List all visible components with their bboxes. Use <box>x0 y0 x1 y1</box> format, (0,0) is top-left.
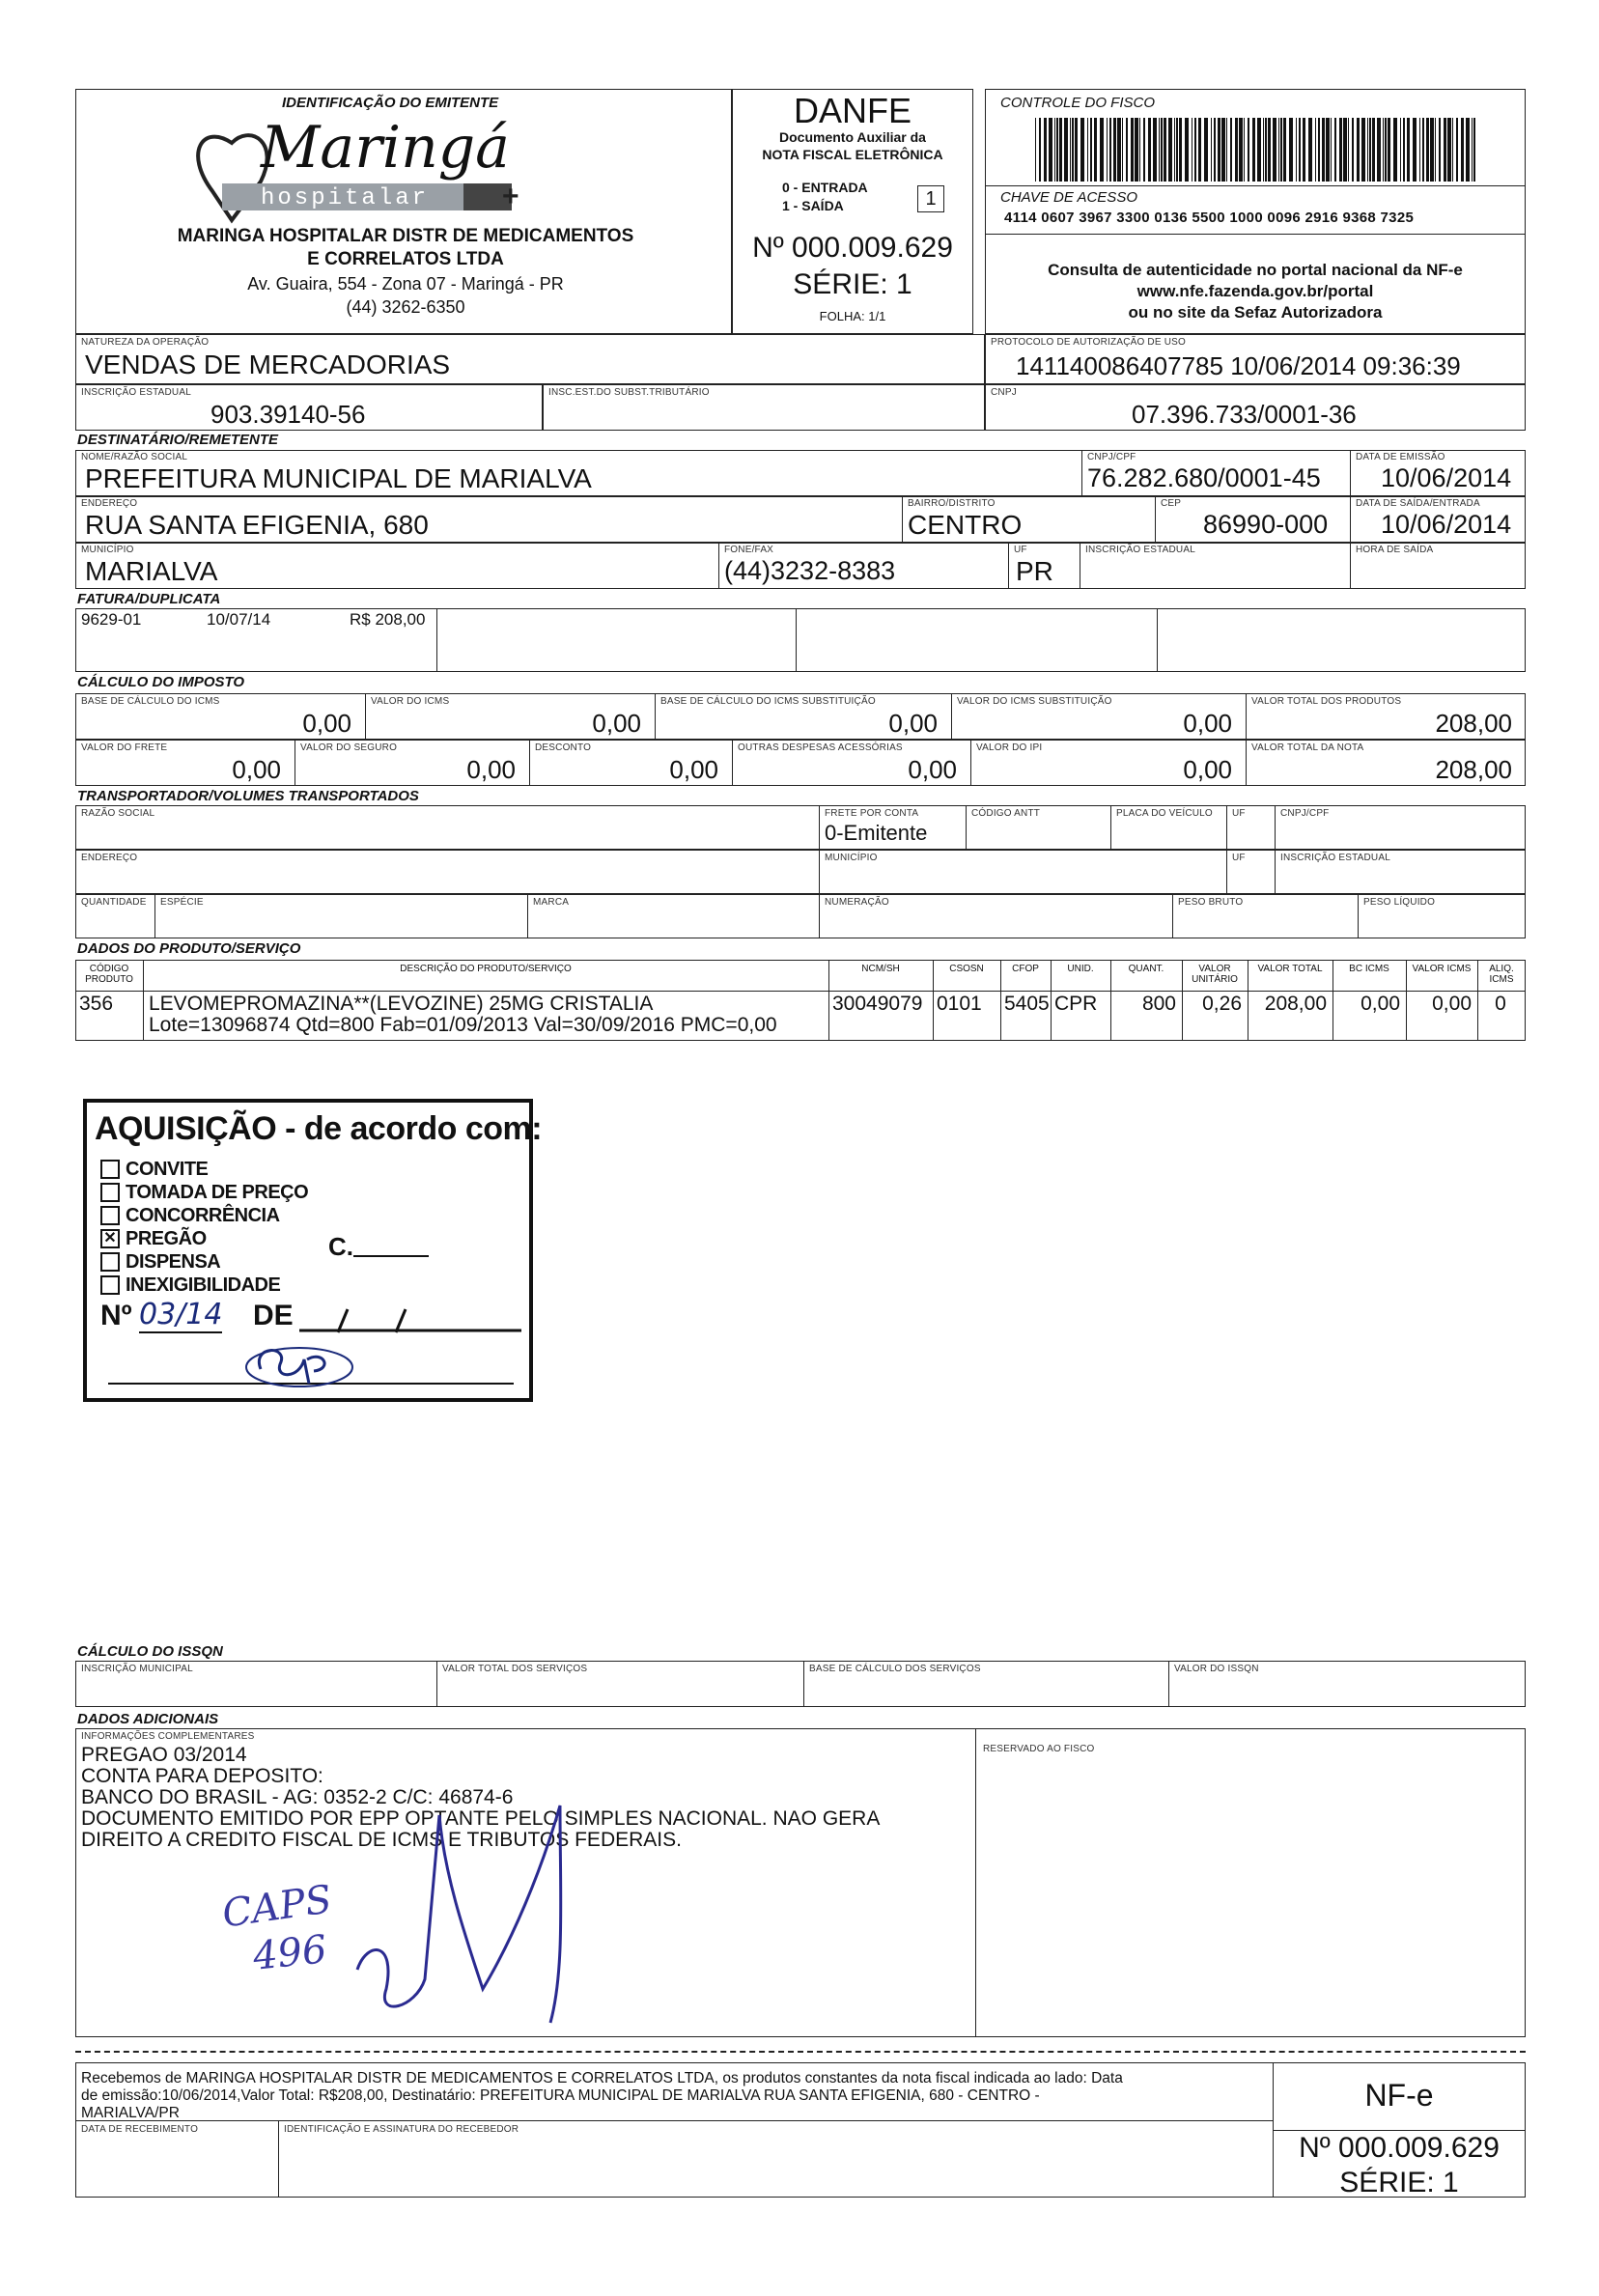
stamp-option-label: PREGÃO <box>126 1227 207 1249</box>
barcode-bar <box>1456 118 1458 182</box>
stamp-option-label: TOMADA DE PREÇO <box>126 1181 309 1203</box>
barcode-bar <box>1308 118 1312 182</box>
adicionais-line-2: CONTA PARA DEPOSITO: <box>81 1765 323 1787</box>
adicionais-line-1: PREGAO 03/2014 <box>81 1744 247 1766</box>
danfe-subtitle1: Documento Auxiliar da <box>779 129 926 145</box>
barcode-bar <box>1388 118 1390 182</box>
stamp-option-label: CONCORRÊNCIA <box>126 1204 280 1226</box>
barcode-bar <box>1059 118 1062 182</box>
barcode-bar <box>1204 118 1208 182</box>
stamp-numero-label: Nº <box>100 1300 132 1331</box>
natureza-value: VENDAS DE MERCADORIAS <box>85 350 451 379</box>
emitente-phone: (44) 3262-6350 <box>346 297 465 317</box>
emitente-address: Av. Guaira, 554 - Zona 07 - Maringá - PR <box>247 274 564 294</box>
product-cell-unid: CPR <box>1054 993 1098 1015</box>
barcode-bar <box>1331 118 1332 182</box>
barcode-bar <box>1326 118 1330 182</box>
barcode-bar <box>1161 118 1163 182</box>
product-column-header: DESCRIÇÃO DO PRODUTO/SERVIÇO <box>400 964 572 974</box>
barcode-bar <box>1473 118 1475 182</box>
cnpj-value: 07.396.733/0001-36 <box>1132 400 1357 429</box>
imposto-value: 0,00 <box>1183 755 1232 784</box>
barcode-bar <box>1100 118 1104 182</box>
barcode-bar <box>1447 118 1451 182</box>
issqn-label-4: VALOR DO ISSQN <box>1174 1664 1259 1674</box>
transp-frete-label: FRETE POR CONTA <box>825 808 919 819</box>
transp-marca-label: MARCA <box>533 897 570 908</box>
product-cell-aliq: 0 <box>1495 993 1506 1015</box>
dest-cnpj: 76.282.680/0001-45 <box>1087 463 1321 492</box>
transp-municipio-label: MUNICÍPIO <box>825 853 878 863</box>
emitente-name-line2: E CORRELATOS LTDA <box>307 249 504 269</box>
barcode-bar <box>1235 118 1238 182</box>
barcode-bar <box>1248 118 1249 182</box>
dest-nome: PREFEITURA MUNICIPAL DE MARIALVA <box>85 463 592 493</box>
dest-bairro-label: BAIRRO/DISTRITO <box>908 498 996 509</box>
transp-row3 <box>75 894 1526 938</box>
barcode-bar <box>1252 118 1255 182</box>
barcode-bar <box>1226 118 1227 182</box>
barcode-bar <box>1393 118 1397 182</box>
stamp-checkbox: ✕ <box>100 1229 120 1248</box>
barcode-bar <box>1265 118 1267 182</box>
barcode-bar <box>1056 118 1058 182</box>
canhoto-nfe: NF-e <box>1364 2078 1434 2113</box>
stamp-option <box>100 1251 220 1273</box>
imposto-value: 0,00 <box>232 755 281 784</box>
dest-cnpj-label: CNPJ/CPF <box>1087 452 1136 462</box>
barcode-bar <box>1407 118 1410 182</box>
stamp-c-label: C. <box>328 1232 353 1261</box>
stamp-checkbox <box>100 1252 120 1272</box>
svg-text:+: + <box>502 181 519 212</box>
logo-text: Maringá <box>261 114 510 182</box>
stamp-option <box>100 1228 207 1249</box>
dest-hora-label: HORA DE SAÍDA <box>1356 545 1434 555</box>
barcode-bar <box>1039 118 1041 182</box>
imposto-label: BASE DE CÁLCULO DO ICMS SUBSTITUIÇÃO <box>660 696 876 707</box>
barcode-bar <box>1139 118 1140 182</box>
transp-uf-label: UF <box>1232 808 1246 819</box>
product-column-header: VALOR ICMS <box>1412 964 1472 974</box>
barcode-bar <box>1372 118 1375 182</box>
barcode-bar <box>1159 118 1160 182</box>
barcode-bar <box>1168 118 1172 182</box>
barcode-bar <box>1131 118 1134 182</box>
transp-endereco-label: ENDEREÇO <box>81 853 138 863</box>
dest-cep: 86990-000 <box>1203 510 1329 539</box>
barcode-bar <box>1148 118 1151 182</box>
barcode-bar <box>1348 118 1349 182</box>
barcode-bar <box>1273 118 1276 182</box>
transp-razao-label: RAZÃO SOCIAL <box>81 808 155 819</box>
stamp-checkbox <box>100 1160 120 1179</box>
natureza-label: NATUREZA DA OPERAÇÃO <box>81 337 210 348</box>
barcode-bar <box>1400 118 1401 182</box>
imposto-label: VALOR DO SEGURO <box>300 742 398 753</box>
issqn-label-1: INSCRIÇÃO MUNICIPAL <box>81 1664 193 1674</box>
stamp-title: AQUISIÇÃO - de acordo com: <box>95 1110 543 1147</box>
barcode-bar <box>1080 118 1084 182</box>
canhoto-text-3: MARIALVA/PR <box>81 2105 180 2121</box>
dest-fone-label: FONE/FAX <box>724 545 774 555</box>
barcode-bar <box>1075 118 1078 182</box>
barcode-bar <box>1054 118 1055 182</box>
transp-peso-bruto-label: PESO BRUTO <box>1178 897 1244 908</box>
barcode-bar <box>1299 118 1301 182</box>
barcode-bar <box>1049 118 1052 182</box>
product-column-header: NCM/SH <box>861 964 900 974</box>
barcode-bar <box>1461 118 1464 182</box>
danfe-subtitle2: NOTA FISCAL ELETRÔNICA <box>762 147 943 162</box>
protocolo-label: PROTOCOLO DE AUTORIZAÇÃO DE USO <box>991 337 1186 348</box>
barcode-bar <box>1153 118 1157 182</box>
dest-uf: PR <box>1016 556 1053 586</box>
chave-label: CHAVE DE ACESSO <box>1000 189 1137 206</box>
product-cell-total: 208,00 <box>1264 993 1327 1015</box>
barcode-bar <box>1289 118 1293 182</box>
dest-emissao: 10/06/2014 <box>1381 463 1512 492</box>
barcode-bar <box>1357 118 1360 182</box>
handwritten-signature <box>319 1796 608 2028</box>
barcode-bar <box>1072 118 1074 182</box>
dest-ie-label: INSCRIÇÃO ESTADUAL <box>1085 545 1195 555</box>
product-cell-quant: 800 <box>1141 993 1176 1015</box>
danfe-entrada: 0 - ENTRADA <box>782 180 868 195</box>
reservado-fisco-label: RESERVADO AO FISCO <box>983 1744 1095 1754</box>
stamp-option-label: INEXIGIBILIDADE <box>126 1274 281 1296</box>
imposto-label: OUTRAS DESPESAS ACESSÓRIAS <box>738 742 903 753</box>
adicionais-line-3: BANCO DO BRASIL - AG: 0352-2 C/C: 46874-6 <box>81 1786 514 1808</box>
barcode-bar <box>1117 118 1121 182</box>
stamp-option <box>100 1182 308 1203</box>
imposto-label: VALOR DO ICMS SUBSTITUIÇÃO <box>957 696 1112 707</box>
protocolo-value: 141140086407785 10/06/2014 09:36:39 <box>1016 351 1461 380</box>
imposto-section: CÁLCULO DO IMPOSTO <box>77 674 245 690</box>
product-cell-valor_icms: 0,00 <box>1432 993 1472 1015</box>
dest-municipio-label: MUNICÍPIO <box>81 545 134 555</box>
ie-label: INSCRIÇÃO ESTADUAL <box>81 387 191 398</box>
barcode-bar <box>1403 118 1405 182</box>
info-complementares-label: INFORMAÇÕES COMPLEMENTARES <box>81 1731 255 1742</box>
danfe-title: DANFE <box>793 91 912 130</box>
product-column-header: CSOSN <box>949 964 984 974</box>
product-column-header: VALOR UNITÁRIO <box>1192 964 1238 985</box>
barcode-bar <box>1334 118 1336 182</box>
imposto-value: 0,00 <box>592 709 641 738</box>
barcode-bar <box>1218 118 1220 182</box>
dest-municipio: MARIALVA <box>85 556 218 586</box>
barcode-bar <box>1122 118 1123 182</box>
dest-emissao-label: DATA DE EMISSÃO <box>1356 452 1445 462</box>
stamp-option <box>100 1274 280 1296</box>
emitente-name-line1: MARINGA HOSPITALAR DISTR DE MEDICAMENTOS <box>177 226 634 246</box>
barcode-bar <box>1296 118 1297 182</box>
barcode-bar <box>1280 118 1282 182</box>
product-column-header: ALIQ. ICMS <box>1489 964 1514 985</box>
barcode-bar <box>1143 118 1145 182</box>
adicionais-line-4: DOCUMENTO EMITIDO POR EPP OPTANTE PELO SIMPLES NACIONAL. NAO GERA <box>81 1807 881 1830</box>
danfe-serie: SÉRIE: 1 <box>793 268 912 300</box>
imposto-value: 0,00 <box>908 755 957 784</box>
imposto-value: 0,00 <box>888 709 938 738</box>
barcode-bar <box>1179 118 1182 182</box>
adicionais-section: DADOS ADICIONAIS <box>77 1711 219 1727</box>
transp-cnpj-label: CNPJ/CPF <box>1280 808 1330 819</box>
barcode <box>1035 118 1479 182</box>
stamp-option-label: CONVITE <box>126 1158 209 1180</box>
imposto-value: 0,00 <box>302 709 351 738</box>
ie-value: 903.39140-56 <box>210 400 366 429</box>
product-cell-codigo: 356 <box>79 993 114 1015</box>
barcode-bar <box>1221 118 1225 182</box>
issqn-box <box>75 1661 1526 1707</box>
stamp-checkbox <box>100 1183 120 1202</box>
transp-uf2-label: UF <box>1232 853 1246 863</box>
fatura-valor: R$ 208,00 <box>350 610 426 629</box>
chave-acesso: 4114 0607 3967 3300 0136 5500 1000 0096 2916 9368 7325 <box>1004 210 1415 226</box>
barcode-bar <box>1239 118 1243 182</box>
cnpj-label: CNPJ <box>991 387 1017 398</box>
barcode-bar <box>1035 118 1036 182</box>
canhoto-text-1: Recebemos de MARINGA HOSPITALAR DISTR DE MEDICAMENTOS E CORRELATOS LTDA, os produtos constantes da nota fiscal indicada ao lado: Data <box>81 2070 1123 2086</box>
barcode-bar <box>1315 118 1316 182</box>
consulta-line3: ou no site da Sefaz Autorizadora <box>1128 303 1383 322</box>
barcode-bar <box>1176 118 1178 182</box>
dest-fone: (44)3232-8383 <box>724 556 896 585</box>
stamp-checkbox <box>100 1206 120 1225</box>
barcode-bar <box>1385 118 1387 182</box>
handwritten-496: 496 <box>250 1927 329 1979</box>
stamp-option-label: DISPENSA <box>126 1250 221 1273</box>
issqn-label-3: BASE DE CÁLCULO DOS SERVIÇOS <box>809 1664 981 1674</box>
produtos-section: DADOS DO PRODUTO/SERVIÇO <box>77 940 301 957</box>
barcode-bar <box>1113 118 1116 182</box>
barcode-bar <box>1466 118 1470 182</box>
barcode-bar <box>1257 118 1261 182</box>
barcode-bar <box>1426 118 1429 182</box>
barcode-bar <box>1268 118 1271 182</box>
stamp-option <box>100 1205 280 1226</box>
barcode-bar <box>1343 118 1347 182</box>
barcode-bar <box>1318 118 1320 182</box>
imposto-value: 0,00 <box>466 755 516 784</box>
dest-cep-label: CEP <box>1161 498 1182 509</box>
stamp-signature <box>241 1340 386 1388</box>
issqn-section: CÁLCULO DO ISSQN <box>77 1643 223 1660</box>
barcode-bar <box>1369 118 1371 182</box>
consulta-line1: Consulta de autenticidade no portal nacional da NF-e <box>1048 261 1463 279</box>
transportador-section: TRANSPORTADOR/VOLUMES TRANSPORTADOS <box>77 788 419 804</box>
product-cell-csosn: 0101 <box>937 993 982 1015</box>
danfe-numero: Nº 000.009.629 <box>752 232 953 264</box>
barcode-bar <box>1283 118 1286 182</box>
barcode-bar <box>1126 118 1128 182</box>
imposto-label: BASE DE CÁLCULO DO ICMS <box>81 696 220 707</box>
canhoto-numero: Nº 000.009.629 <box>1299 2132 1500 2164</box>
barcode-bar <box>1109 118 1111 182</box>
barcode-bar <box>1070 118 1071 182</box>
product-column-header: VALOR TOTAL <box>1257 964 1323 974</box>
product-column-header: QUANT. <box>1128 964 1164 974</box>
barcode-bar <box>1439 118 1441 182</box>
barcode-bar <box>1278 118 1279 182</box>
ie-st-label: INSC.EST.DO SUBST.TRIBUTÁRIO <box>548 387 710 398</box>
dest-bairro: CENTRO <box>908 510 1023 540</box>
barcode-bar <box>1361 118 1365 182</box>
barcode-bar <box>1367 118 1368 182</box>
barcode-bar <box>1198 118 1201 182</box>
barcode-bar <box>1087 118 1088 182</box>
dest-nome-label: NOME/RAZÃO SOCIAL <box>81 452 188 462</box>
fatura-box <box>75 608 1526 672</box>
product-cell-ncm: 30049079 <box>832 993 923 1015</box>
transp-especie-label: ESPÉCIE <box>160 897 204 908</box>
handwritten-caps: CAPS <box>219 1877 335 1937</box>
transp-antt-label: CÓDIGO ANTT <box>971 808 1041 819</box>
product-column-header: BC ICMS <box>1349 964 1389 974</box>
imposto-label: DESCONTO <box>535 742 592 753</box>
barcode-bar <box>1419 118 1420 182</box>
barcode-bar <box>1383 118 1384 182</box>
barcode-bar <box>1322 118 1325 182</box>
barcode-bar <box>1435 118 1436 182</box>
barcode-bar <box>1339 118 1342 182</box>
transp-numeracao-label: NUMERAÇÃO <box>825 897 889 908</box>
barcode-bar <box>1164 118 1166 182</box>
barcode-bar <box>1352 118 1354 182</box>
dest-endereco: RUA SANTA EFIGENIA, 680 <box>85 510 429 540</box>
consulta-line2: www.nfe.fazenda.gov.br/portal <box>1136 282 1374 300</box>
barcode-bar <box>1094 118 1097 182</box>
barcode-bar <box>1174 118 1175 182</box>
barcode-bar <box>1211 118 1212 182</box>
transp-qtd-label: QUANTIDADE <box>81 897 147 908</box>
imposto-value: 208,00 <box>1435 709 1512 738</box>
barcode-bar <box>1244 118 1245 182</box>
dest-saida: 10/06/2014 <box>1381 510 1512 539</box>
barcode-bar <box>1303 118 1305 182</box>
barcode-bar <box>1185 118 1189 182</box>
barcode-bar <box>1107 118 1108 182</box>
barcode-bar <box>1090 118 1092 182</box>
barcode-bar <box>1430 118 1434 182</box>
barcode-bar <box>1230 118 1232 182</box>
stamp-option <box>100 1159 208 1180</box>
barcode-bar <box>1263 118 1264 182</box>
barcode-bar <box>1472 118 1473 182</box>
barcode-bar <box>1044 118 1047 182</box>
product-description: LEVOMEPROMAZINA**(LEVOZINE) 25MG CRISTALIA <box>149 993 654 1015</box>
imposto-label: VALOR DO IPI <box>976 742 1043 753</box>
emitente-section-label: IDENTIFICAÇÃO DO EMITENTE <box>282 95 499 111</box>
dest-endereco-label: ENDEREÇO <box>81 498 138 509</box>
imposto-label: VALOR DO FRETE <box>81 742 168 753</box>
dest-saida-label: DATA DE SAÍDA/ENTRADA <box>1356 498 1480 509</box>
barcode-bar <box>1194 118 1196 182</box>
product-cell-cfop: 5405 <box>1004 993 1050 1015</box>
product-column-header: UNID. <box>1067 964 1094 974</box>
imposto-label: VALOR DO ICMS <box>371 696 450 707</box>
transp-peso-liquido-label: PESO LÍQUIDO <box>1363 897 1436 908</box>
stamp-de-label: DE <box>253 1300 294 1331</box>
barcode-bar <box>1135 118 1138 182</box>
adicionais-line-5: DIREITO A CREDITO FISCAL DE ICMS E TRIBUTOS FEDERAIS. <box>81 1829 682 1851</box>
canhoto-serie: SÉRIE: 1 <box>1339 2167 1459 2198</box>
fatura-vencimento: 10/07/14 <box>207 610 271 629</box>
transp-ie-label: INSCRIÇÃO ESTADUAL <box>1280 853 1390 863</box>
canhoto-data-label: DATA DE RECEBIMENTO <box>81 2124 199 2135</box>
transp-placa-label: PLACA DO VEÍCULO <box>1116 808 1213 819</box>
destinatario-section: DESTINATÁRIO/REMETENTE <box>77 432 279 448</box>
imposto-label: VALOR TOTAL DOS PRODUTOS <box>1251 696 1402 707</box>
barcode-bar <box>1377 118 1381 182</box>
product-column-header: CFOP <box>1012 964 1039 974</box>
controle-fisco-label: CONTROLE DO FISCO <box>1000 95 1156 111</box>
canhoto-text-2: de emissão:10/06/2014,Valor Total: R$208,00, Destinatário: PREFEITURA MUNICIPAL DE MARIALVA RUA SANTA EFIGENIA, 680 - CENTRO - <box>81 2087 1040 2104</box>
product-lot-info: Lote=13096874 Qtd=800 Fab=01/09/2013 Val=30/09/2016 PMC=0,00 <box>149 1014 777 1036</box>
canhoto-ident-label: IDENTIFICAÇÃO E ASSINATURA DO RECEBEDOR <box>284 2124 519 2135</box>
danfe-folha: FOLHA: 1/1 <box>819 309 886 323</box>
product-column-header: CÓDIGO PRODUTO <box>85 964 133 985</box>
dest-uf-label: UF <box>1014 545 1027 555</box>
fatura-numero: 9629-01 <box>81 610 142 629</box>
product-cell-bc_icms: 0,00 <box>1361 993 1400 1015</box>
imposto-value: 0,00 <box>1183 709 1232 738</box>
imposto-value: 0,00 <box>669 755 718 784</box>
imposto-label: VALOR TOTAL DA NOTA <box>1251 742 1364 753</box>
issqn-label-2: VALOR TOTAL DOS SERVIÇOS <box>442 1664 588 1674</box>
barcode-bar <box>1064 118 1068 182</box>
barcode-bar <box>1413 118 1417 182</box>
fatura-section: FATURA/DUPLICATA <box>77 591 221 607</box>
stamp-date-lines <box>299 1305 521 1334</box>
logo-subtext: hospitalar <box>261 185 430 211</box>
barcode-bar <box>1422 118 1424 182</box>
barcode-bar <box>1214 118 1216 182</box>
barcode-bar <box>1444 118 1446 182</box>
cut-line <box>75 2051 1526 2053</box>
barcode-bar <box>1452 118 1453 182</box>
transp-frete: 0-Emitente <box>825 821 928 845</box>
danfe-saida: 1 - SAÍDA <box>782 198 844 213</box>
stamp-checkbox <box>100 1275 120 1295</box>
stamp-numero: 03/14 <box>139 1298 223 1331</box>
product-cell-unitario: 0,26 <box>1202 993 1242 1015</box>
imposto-value: 208,00 <box>1435 755 1512 784</box>
danfe-tipo: 1 <box>917 185 944 212</box>
